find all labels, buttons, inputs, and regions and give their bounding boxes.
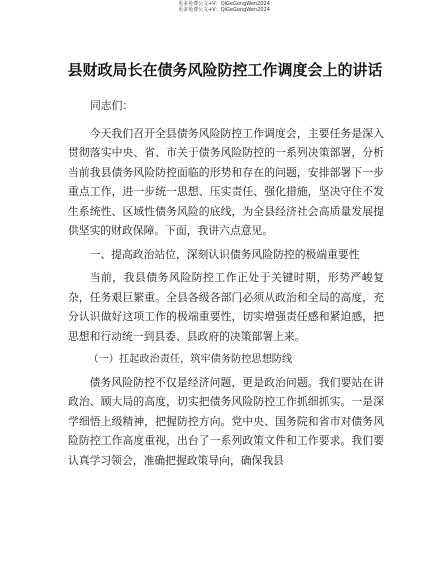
- paragraph-intro: 今天我们召开全县债务风险防控工作调度会，主要任务是深入贯彻落实中央、省、市关于债务风险防控的一系列决策部署，分析当前我县债务风险防控面临的形势和存在的问题，安排部署下一步重点工作，进一步统一思想、压实责任、强化措施，坚决守住不发生系统性、区域性债务风险的底线，为全县经济社会高质量发展提供坚实的财政保障。下面，我讲六点意见。: [68, 126, 384, 237]
- header-note-line: 更多免费公文+V：QiGeGongWen2024: [178, 7, 270, 13]
- greeting: 同志们：: [90, 99, 134, 112]
- document-title: 县财政局长在债务风险防控工作调度会上的讲话: [67, 61, 383, 79]
- header-notes: [0, 1, 448, 13]
- paragraph: 当前，我县债务风险防控工作正处于关键时期，形势严峻复杂，任务艰巨繁重。全县各级各部门必须从政治和全局的高度，充分认识做好这项工作的极端重要性，切实增强责任感和紧迫感，把思想和行动统一到县委、县政府的决策部署上来。: [68, 271, 384, 343]
- paragraph: 债务风险防控不仅是经济问题，更是政治问题。我们要站在讲政治、顾大局的高度，切实把债务风险防控工作抓细抓实。一是深学细悟上级精神，把握防控方向。党中央、国务院和省市对债务风险防控工作高度重视，出台了一系列政策文件和工作要求。我们要认真学习领会，准确把握政策导向，确保我县: [68, 375, 384, 467]
- section-heading: 一、提高政治站位，深刻认识债务风险防控的极端重要性: [89, 247, 360, 261]
- header-note-line: 更多免费公文+V：QiGeGongWen2024: [178, 1, 270, 7]
- document-body: [68, 96, 384, 470]
- subsection-heading: （一）扛起政治责任，筑牢债务防控思想防线: [88, 354, 293, 365]
